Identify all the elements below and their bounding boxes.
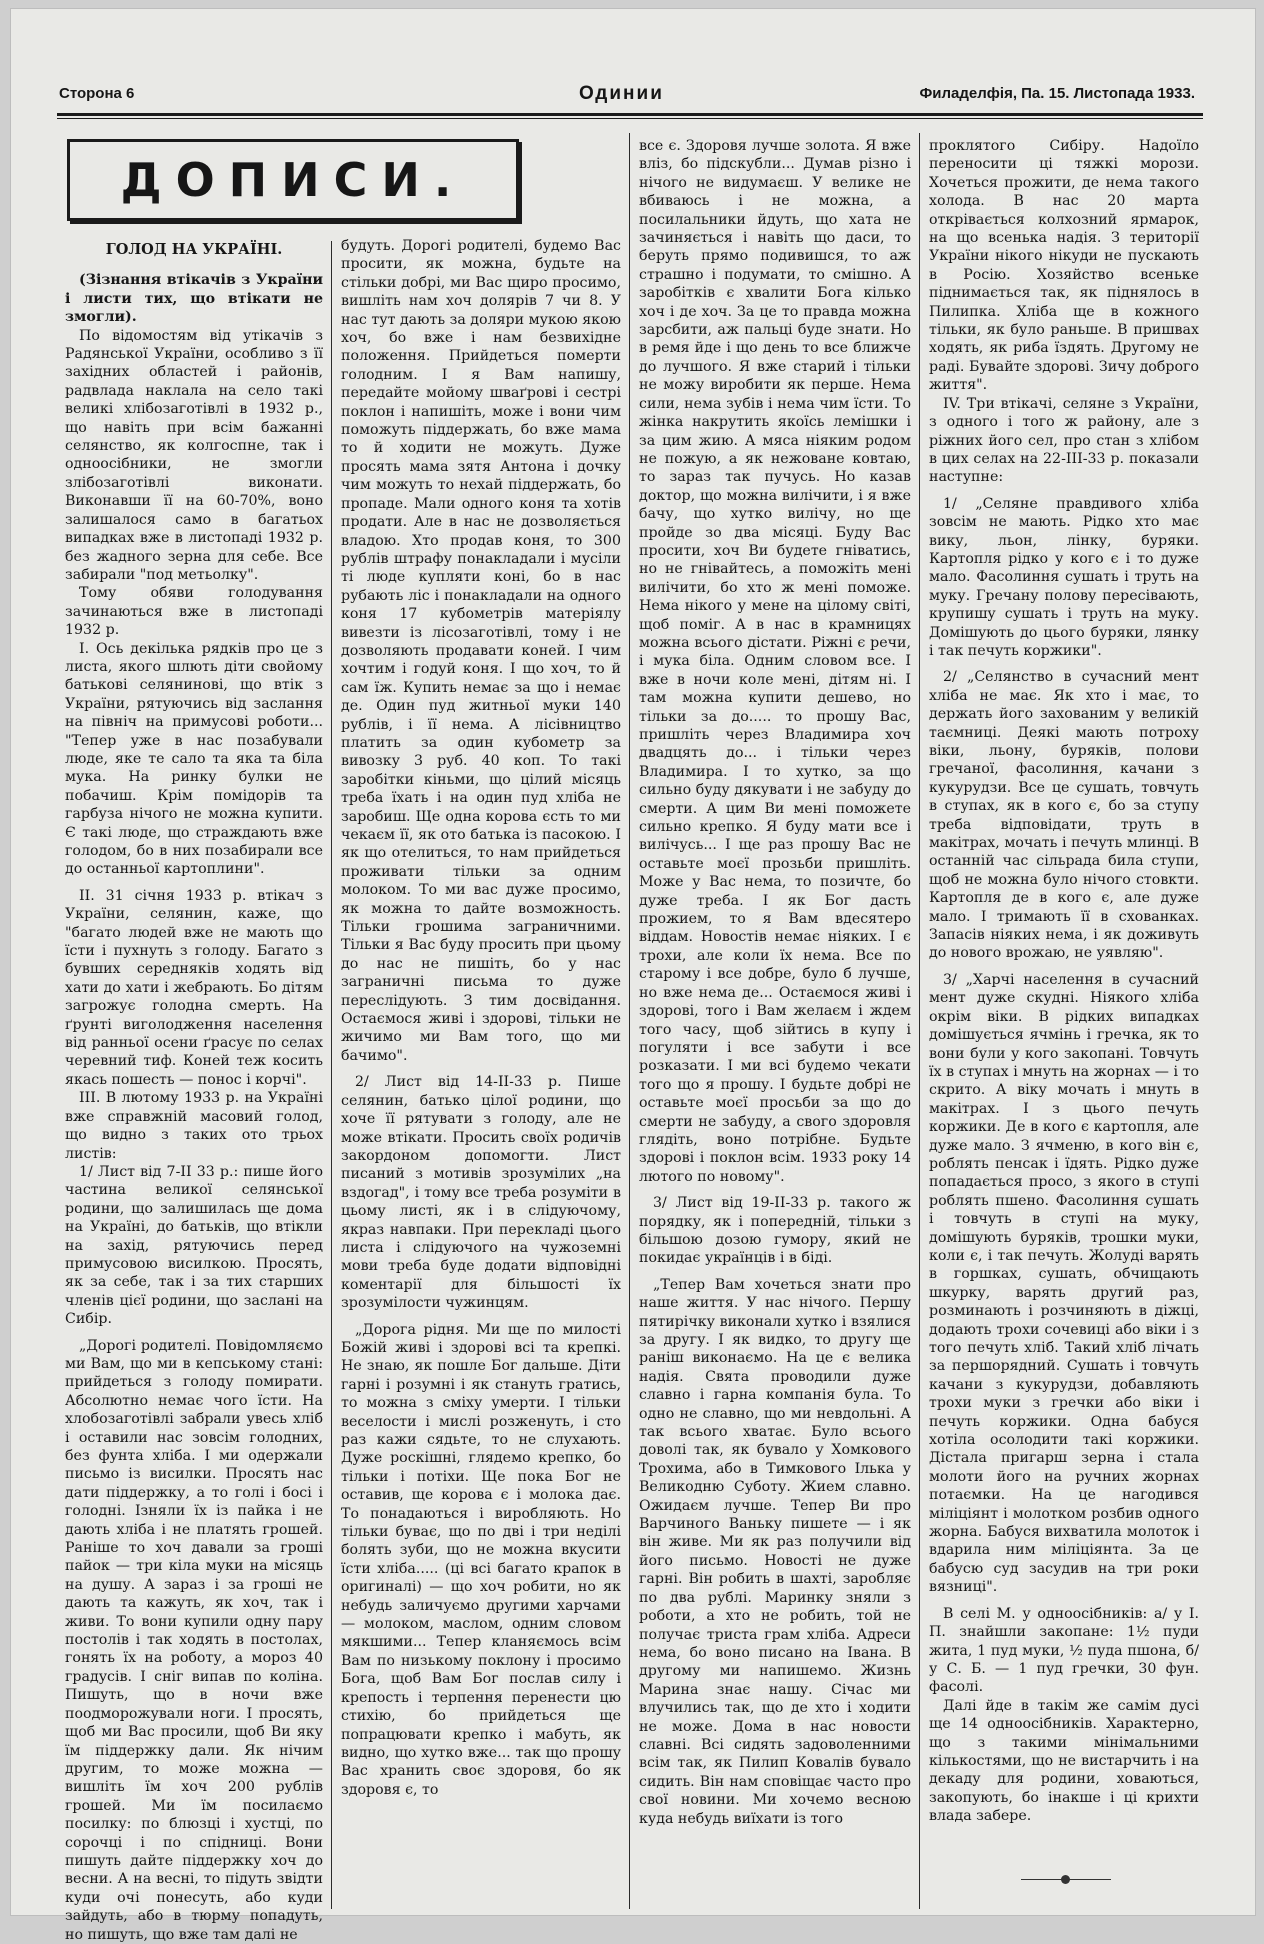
paragraph: „Тепер Вам хочеться знати про наше життя. У нас нічого. Першу пятирічку виконали хутко і взялися за другу. І як видко, то другу ще раніш виконаємо. На це є велика надія. Свята проводили дуже славно і гарна компанія була. То одно не славно, що ми невдольні. А так всього хватає. Було всього доволі так, як бувало у Хомкового Трохима, або в Тимкового Ілька у Великодню Суботу. Жием славно. Ожидаєм лучше. Тепер Ви про Варчиного Ваньку пишете — і як він живе. Ми як раз получили від його письмо. Новості не дуже гарні. Він робить в шахті, заробляє по два рублі. Маринку зняли з роботи, а хто не робить, той не получає триста грам хліба. Адреси нема, бо воно писано на Івана. В другому ми напишемо. Жизнь Марина знає нашу. Січас ми влучились так, що де хто і ходити не може. Дома в нас новости славні. Всі сидять задоволенними всім так, як Пилип Ковалів бувало сидить. Він нам сповіщає часто про свої новини. Ми хочемо весною куда небудь виїхати із того — [639, 1276, 911, 1827]
page-header — [59, 83, 1195, 107]
page-number: Сторона 6 — [59, 85, 135, 102]
paragraph: В селі М. у одноосібників: а/ у І. П. знайшли закопане: 1½ пуди жита, 1 пуд муки, ½ пуда пшона, б/ у С. Б. — 1 пуд гречки, 30 фун. фасолі. — [929, 1605, 1199, 1696]
paragraph: Далі йде в такім же самім дусі ще 14 одноосібників. Характерно, що з такими мінімальними кількостями, що не вистарчить і на декаду для родини, ховаються, закопують, бо інакше і ці крихти влада забере. — [929, 1697, 1199, 1825]
column-2 — [341, 237, 621, 1799]
paragraph: 2/ Лист від 14-ІІ-33 р. Пише селянин, батько цілої родини, що хоче її рятувати з голоду, але не може втікати. Просить своїх родичів закордоном допомогти. Лист писаний з мотивів зрозумілих „на вздогад", і тому все треба розуміти в цьому листі, як і в слідуючому, якраз навпаки. При перекладі цього листа і слідуючого на чужоземні мови треба буде додати відповідні коментарії для більшості їх зрозумілости чужинцям. — [341, 1074, 621, 1312]
column-divider — [331, 241, 332, 1909]
paragraph: все є. Здоровя лучше золота. Я вже вліз, бо підскубли... Думав різно і нічого не видумаєш. У велике не вбиваюсь і не можна, а посилальники йдуть, що хата не зачиняється і навіть що даси, то беруть прямо подивишся, то аж страшно і подумати, то смішно. А заробітків є хвалити Бога кілько хоч і де хоч. За це то правда можна зарсбити, аж пальці буде знати. Но в ремя йде і що день то все ближче до лучшого. Я вже старий і тільки не можу виробити як перше. Нема сили, нема зубів і нема чим їсти. То жінка накрутить якоїсь лемішки і за цим жию. А мяса ніяким родом не пожую, а як нежоване ковтаю, то зараз так пучусь. Но казав доктор, що можна вилічити, і я вже бачу, що хутко вилічу, но ще пройде зо два місяці. Буду Вас просити, хоч Ви будете гніватись, но не гнівайтесь, а поможіть мені вилічити, бо хто ж мені поможе. Нема нікого у мене на цілому світі, щоб поміг. А в нас в крамницях можна всього дістати. Ріжні є речи, і мука біла. Одним словом все. І вже в ночи коле мені, дітям ні. І там можна купити дешево, но тільки за до..... то прошу Вас, пришліть через Владимира хоч двадцять до... і тільки через Владимира. І то хутко, за що сильно буду дякувати і не забуду до смерти. А цим Ви мені поможете сильно крепко. Я буду мати все і вилічусь... І ще раз прошу Вас не оставьте моєї прозьби пришліть. Може у Вас нема, то позичте, бо дуже треба. І як Бог дасть прожием, то я Вам вдесятеро віддам. Новостів немає ніяких. І є трохи, але коли їх нема. Все по старому і все добре, було б лучше, но вже нема де... Остаємося живі і здорові, того і Вам желаєм і ждем того часу, щоб зійтись в купу і погуляти і все забути і все розказати. І ми всі будемо чекати того що я прошу. І будьте добрі не оставьте моєї просьби за що до смерти не забуду, а свого здоровля глядіть, воно потрібне. Будьте здорові і поклон всім. 1933 року 14 лютого по новому". — [639, 138, 911, 1185]
end-ornament — [1061, 1875, 1070, 1884]
paragraph: 1/ „Селяне правдивого хліба зовсім не мають. Рідко хто має вику, льон, лінку, буряки. Картопля рідко у кого є і то дуже мало. Фасолиння сушать і труть на муку. Гречану полову пересівають, крупишу сушать і труть на муку. Домішують до цього буряки, лянку і так печуть коржики". — [929, 495, 1199, 659]
paragraph: 2/ „Селянство в сучасний мент хліба не має. Як хто і має, то держать його захованим у великій таємниці. Деякі мають потроху віки, льону, буряків, полови гречаної, фасолиння, качани з кукурудзи. Все це сушать, товчуть в ступах, як в кого є, бо за ступу треба відповідати, труть в макітрах, мочать і печуть млинці. В останній час сільрада била ступи, щоб не можна було нічого стовкти. Картопля де в кого є, але дуже мало. І тримають її в схованках. Запасів ніяких нема, і як доживуть до нового врожаю, не уявляю". — [929, 669, 1199, 962]
paragraph: По відомостям від утікачів з Радянської України, особливо з її західних областей і районів, радвлада наклала на село такі великі хлібозаготівлі в 1932 р., що навіть при всім бажанні селянство, як колгоспне, так і одноосібники, не змогли злібозаготівлі виконати. Виконавши її на 60-70%, воно залишалося само в багатьох випадках вже в листопаді 1932 р. без жадного зерна для себе. Все забирали "под метьолку". — [65, 327, 323, 583]
paragraph: „Дорога рідня. Ми ще по милості Божій живі і здорові всі та крепкі. Не знаю, як пошле Бог дальше. Діти гарні і розумні і як стануть гратись, то можна з сміху умерти. І тільки веселости і мислі розженуть, і сто раз кажи сядьте, то не слухають. Дуже роскішні, глядемо крепко, бо тільки і потіхи. Ще пока Бог не оставив, ще корова є і молока дає. То понадаються і виробляють. Но тільки буває, що по дві і три неділі болять зуби, що не можна вкусити їсти хліба..... (ці всі багато крапок в оригиналі) — що хоч робити, но як небудь заличуємо другими харчами — молоком, маслом, одним словом мякшими... Тепер кланяємось всім Вам по низькому поклону і просимо Бога, щоб Вам Бог послав силу і крепость і терпення перенести цю стихію, бо прийдеться ще попрацювати крепко і мабуть, як видно, що хутко вже... так що прошу Вас хранить своє здоровя, бо як здоровя є, то — [341, 1321, 621, 1798]
header-rule — [57, 113, 1203, 116]
column-divider — [629, 133, 630, 1909]
paragraph: „Дорогі родителі. Повідомляємо ми Вам, що ми в кепському стані: прийдеться з голоду помирати. Абсолютно немає чого їсти. На хлобозаготівлі забрали увесь хліб і оставили нас зовсім голодних, без фунта хліба. І ми одержали письмо із висилки. Просять нас дати піддержку, а то голі і босі і голодні. Ізняли їх із пайка і не дають хліба і не платять грошей. Раніше то хоч давали за гроші пайок — три кіла муки на місяць на душу. А зараз і за гроші не дають та кажуть, як хоч, так і живи. То вони купили одну пару постолів і так ходять в постолах, гонять їх на роботу, а мороз 40 градусів. І сніг випав по коліна. Пишуть, що в ночи вже поодморожували ноги. І просять, щоб ми Вас просили, щоб Ви яку їм піддержку дали. Як нічим другим, то може можна — вишліть їм хоч 200 рублів грошей. Ми їм посилаємо посилку: по блюзці і хустці, по сорочці і по спідниці. Вони пишуть дайте піддержку хоч до весни. А на весні, то підуть звідти куди очі понесуть, або куди зайдуть, або в тюрму попадуть, но пишуть, що вже там далі не — [65, 1337, 323, 1943]
paragraph: ІІІ. В лютому 1933 р. на Україні вже справжній масовий голод, що видно з таких ото трьох листів: — [65, 1090, 323, 1162]
column-3 — [639, 137, 911, 1828]
header-rule-thin — [57, 118, 1203, 119]
column-4 — [929, 137, 1199, 1826]
paragraph: ІІ. 31 січня 1933 р. втікач з України, селянин, каже, що "багато людей вже не мають що їсти і пухнуть з голоду. Багато з бувших середняків ходять від хати до хати і жебрають. Бо дітям загрожує голодна смерть. На ґрунті виголодження населення від ранньої осени ґрасує по селах черевний тиф. Коней теж косить якась пошесть — понос і корчі". — [65, 887, 323, 1088]
paragraph: 1/ Лист від 7-ІІ 33 р.: пише його частина великої селянської родини, що залишилась ще дома на Україні, до батьків, що втікли на захід, рятуючись перед примусовою висилкою. Просять, як за себе, так і за тих старших членів цієї родини, що заслані на Сибір. — [65, 1163, 323, 1328]
paragraph: 3/ Лист від 19-ІІ-33 р. такого ж порядку, як і попередній, тільки з більшою дозою гумору, який не покидає українців і в біді. — [639, 1195, 911, 1267]
column-1 — [65, 237, 323, 1944]
newspaper-page — [10, 8, 1256, 1943]
paragraph: І. Ось декілька рядків про це з листа, якого шлють діти свойому батькові селянинові, що втік з України, рятуючись від заслання на північ на примусові роботи... "Тепер уже в нас позабували люде, яке те сало та яка та біла мука. На ринку булки не побачиш. Крім помідорів та гарбуза нічого не можна купити. Є такі люде, що страждають вже голодом, бо в них позабирали все до останньої картоплини". — [65, 640, 323, 878]
paragraph: Тому обяви голодування зачинаються вже в листопаді 1932 р. — [65, 585, 323, 639]
paragraph: проклятого Сибіру. Надоїло переносити ці тяжкі морози. Хочеться прожити, де нема такого холода. В нас 20 марта открівається колхозний ярмарок, на що всенька надія. З території України нікого нікуди не пускають в Росію. Хозяйство всеньке піднимається так, як піднялось в Пилипка. Хліба ще в кожного тільки, як було раньше. В пришвах ходять, як риба їздять. Другому не раді. Бувайте здорові. Зичу доброго життя". — [929, 138, 1199, 394]
paragraph: будуть. Дорогі родителі, будемо Вас просити, як можна, будьте на стільки добрі, ми Вас щиро просимо, вишліть нам хоч долярів 7 чи 8. У нас тут дають за доляри мукою якою хоч, бо вже і нам безвихідне положення. Прийдеться померти голодним. І я Вам напишу, передайте мойому шваґрові і сестрі поклон і напишіть, може і вони чим поможуть піддержать, бо вже мама то й ходити не можуть. Дуже просять мама зятя Антона і дочку чим можуть то нехай піддержать, бо пропаде. Мали одного коня та хотів продати. Але в нас не дозволяється владою. Хто продав коня, то 300 рублів штрафу понакладали і мусіли ті люде купляти коні, бо в нас рубають ліс і понакладали на одного коня 17 кубометрів матеріялу вивезти із лісозаготівлі, тому і не дозволяють продавати коней. І чим хочтим і годуй коня. І що хоч, то й сам їж. Купить немає за що і немає де. Один пуд житньої муки 140 рублів, і її нема. А лісівництво платить за один кубометр за вивозку 3 руб. 40 коп. То такі заробітки кіньми, що цілий місяць треба їхать і на один пуд хліба не заробиш. Ще одна корова єсть то ми чекаєм її, як ото батька із пасокою. І як що отелиться, то нам прийдеться проживати тільки за одним молоком. То ми вас дуже просимо, як можна то дайте возможность. Тільки грошима заграничними. Тільки я Вас буду просить при цьому до нас не пишіть, бо у нас заграничні письма то дуже переслідують. З тим досвідання. Остаємося живі і здорові, тільки не жичимо ми Вам того, що ми бачимо". — [341, 238, 621, 1064]
paragraph: 3/ „Харчі населення в сучасний мент дуже скудні. Ніякого хліба окрім віки. В рідких випадках домішується ячмінь і гречка, як то вони були у кого закопані. Товчуть їх в ступах і мнуть на жорнах — і то скрито. А віку мочать і мнуть в макітрах. І з цього печуть коржики. Де в кого є картопля, але дуже мало. З ячменю, в кого він є, роблять пенсак і їдять. Рідко дуже попадається просо, з якого в ступі роблять пшено. Фасолиння сушать і товчуть в ступі на муку, домішують буряків, трошки муки, коли є, і так печуть. Жолуді варять в горшках, сушать, обчищають шкурку, варять другий раз, розминають і розчиняють в діжці, додають трохи сочевиці або віки і з того печуть хліб. Такий хліб лічать за першорядний. Сушать і товчуть качани з кукурудзи, добавляють трохи муки з гречки або віки і печуть коржики. Одна бабуся хотіла осолодити такі коржики. Дістала пригарш зерна і стала молоти його на ручних жорнах потаємки. На це нагодився міліціянт і молотком розбив одного жорна. Бабуся вихватила молоток і вдарила ним міліціянта. За це бабусю суд засудив на три роки вязниці". — [929, 971, 1199, 1596]
masthead-name: Одинии — [579, 83, 664, 104]
dateline: Филаделфія, Па. 15. Листопада 1933. — [919, 85, 1195, 102]
article-subtitle: (Зізнання втікачів з України і листи тих, що втікати не змогли). — [65, 272, 323, 326]
article-title: ГОЛОД НА УКРАЇНІ. — [105, 241, 283, 258]
paragraph: IV. Три втікачі, селяне з України, з одного і того ж району, але з ріжних його сел, про стан з хлібом в цих селах на 22-ІІІ-33 р. показали наступне: — [929, 395, 1199, 486]
column-divider — [919, 133, 920, 1909]
section-title: ДОПИСИ. — [67, 139, 519, 221]
